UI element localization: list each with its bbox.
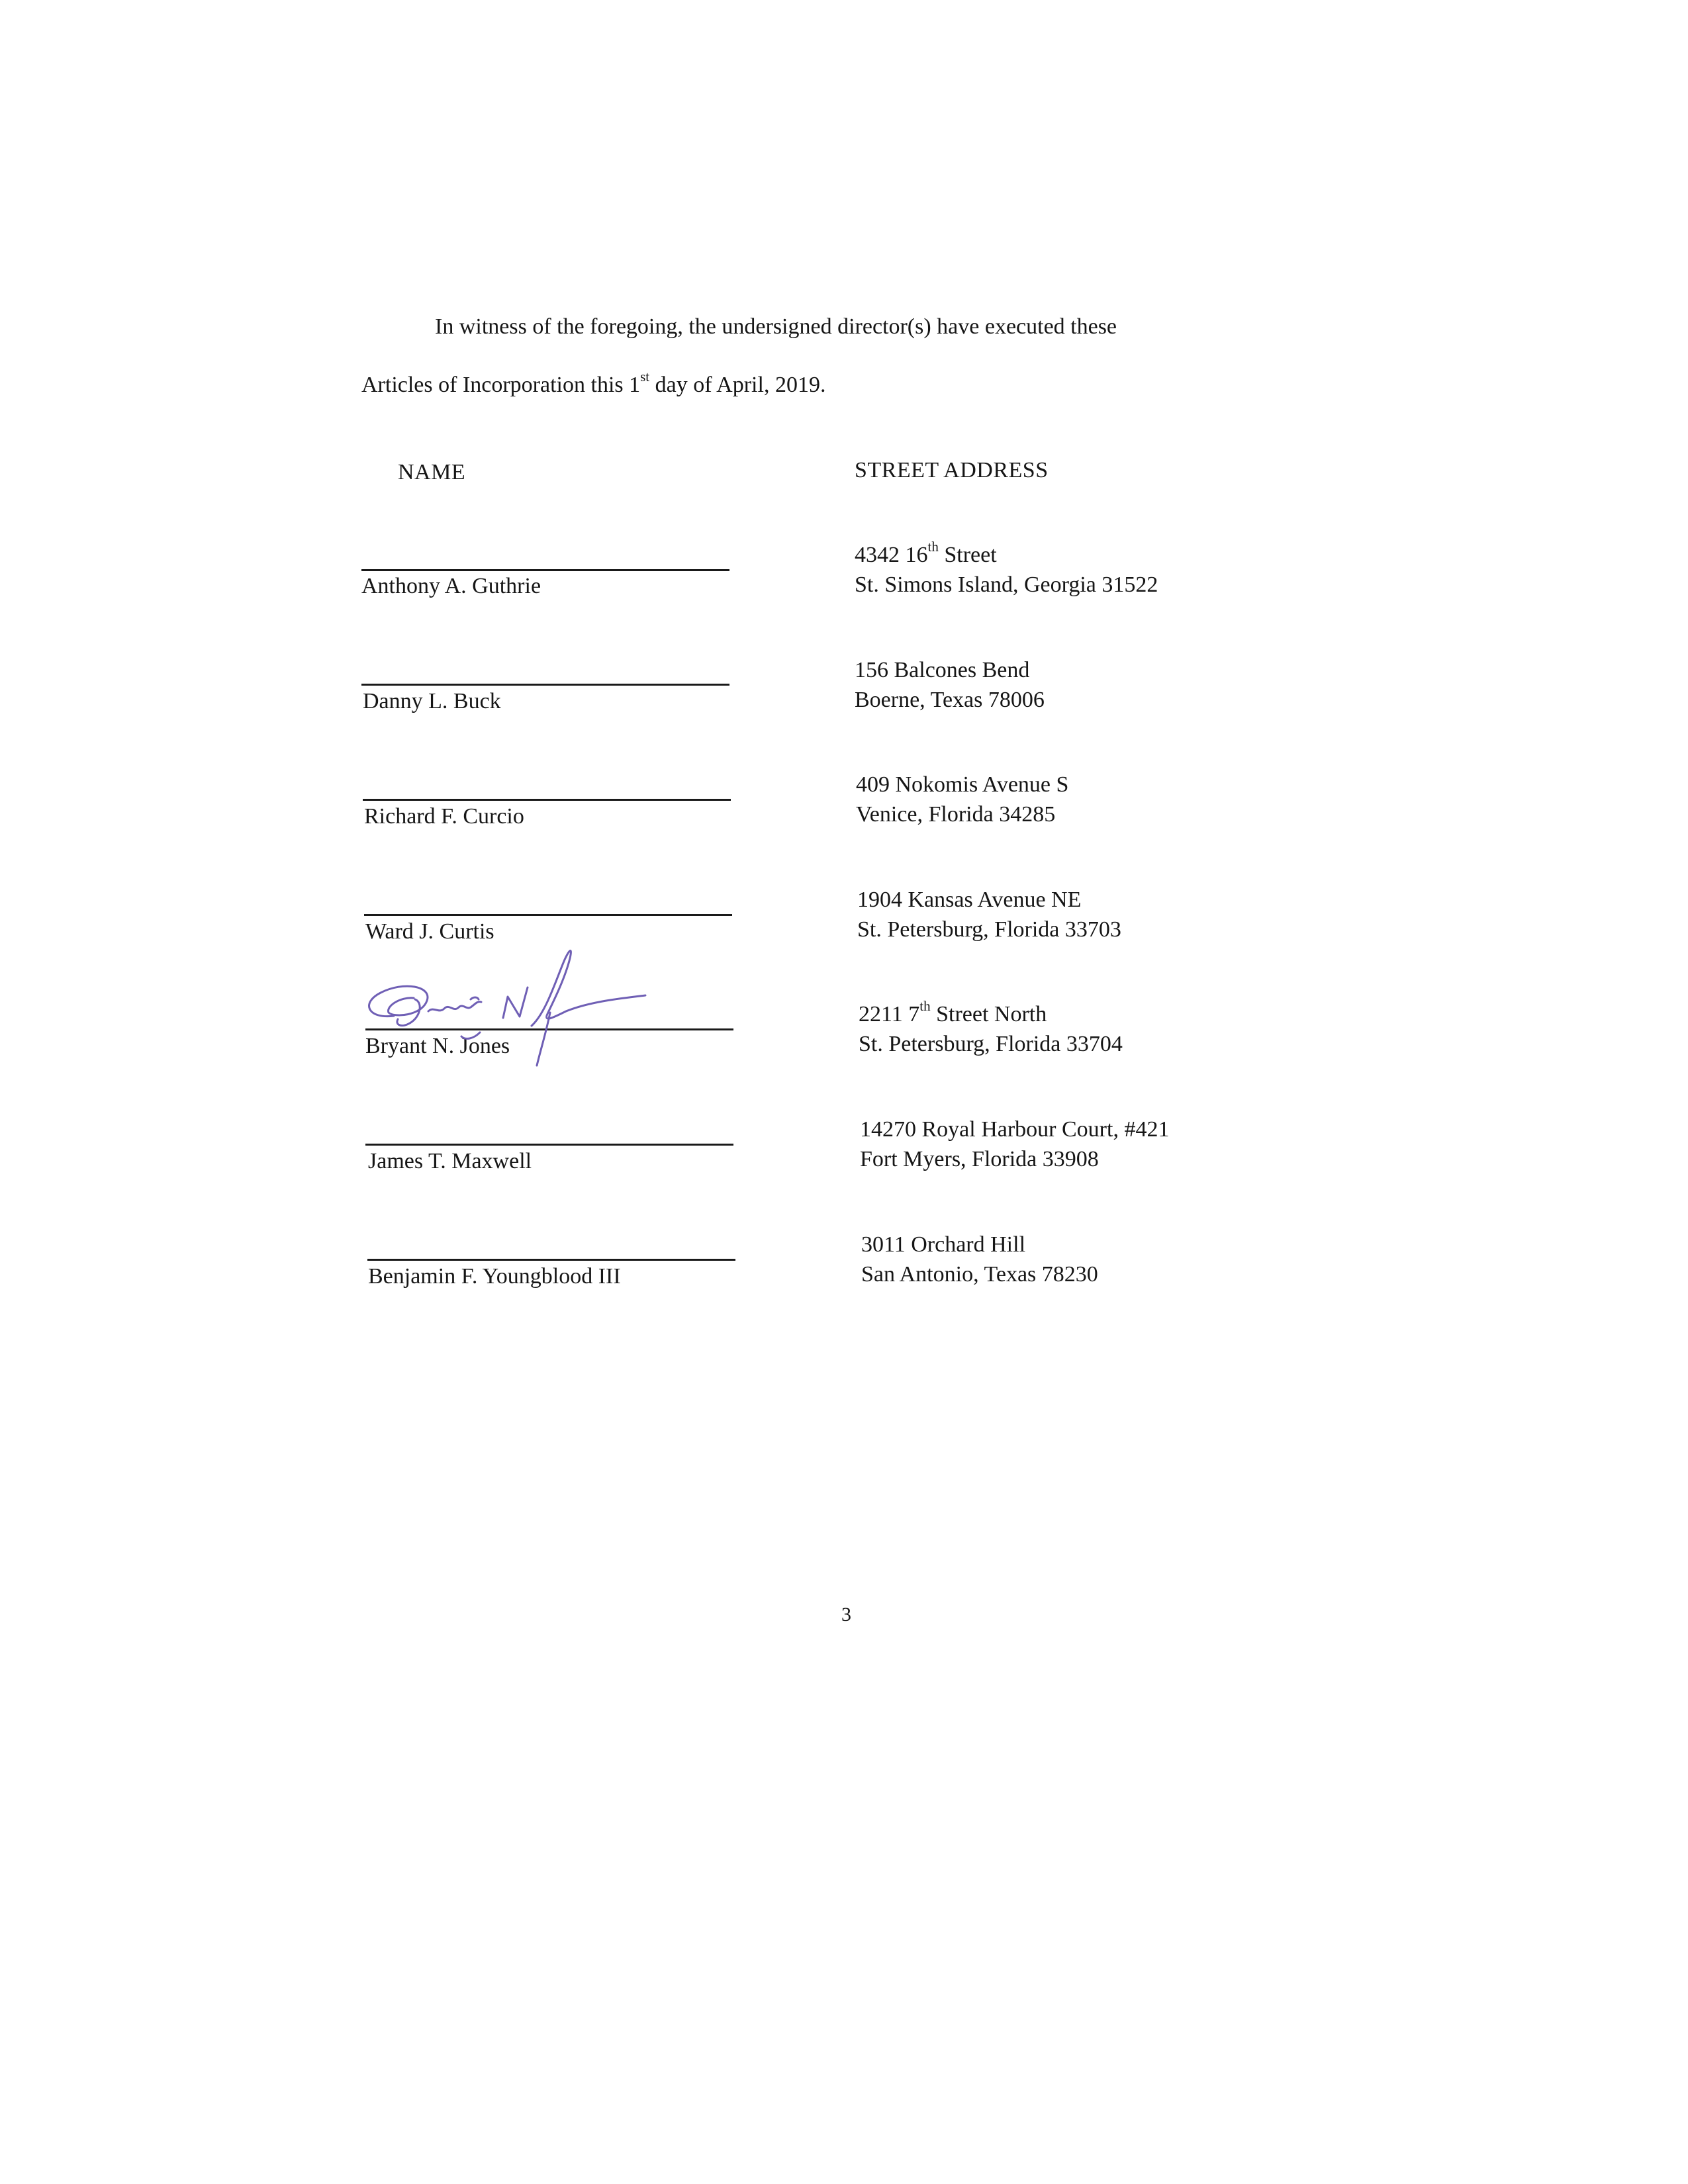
signature-line [365, 1144, 733, 1146]
director-address: 14270 Royal Harbour Court, #421 Fort Myers, Florida 33908 [860, 1117, 1170, 1171]
director-address: 409 Nokomis Avenue S Venice, Florida 34285 [856, 772, 1069, 827]
intro-line-1: In witness of the foregoing, the undersigned director(s) have executed these [435, 314, 1117, 339]
director-name: Danny L. Buck [363, 689, 501, 713]
director-address: 3011 Orchard Hill San Antonio, Texas 78230 [861, 1232, 1098, 1287]
director-address: 4342 16th Street St. Simons Island, Georgia 31522 [855, 538, 1158, 597]
address-column-header: STREET ADDRESS [855, 458, 1049, 482]
page-number: 3 [841, 1604, 851, 1625]
intro-line-2: Articles of Incorporation this 1st day of April, 2019. [361, 368, 826, 397]
director-name: Richard F. Curcio [364, 804, 524, 829]
signature-line [367, 1259, 735, 1261]
director-name: Ward J. Curtis [365, 919, 494, 944]
director-address: 2211 7th Street North St. Petersburg, Florida 33704 [859, 997, 1123, 1056]
handwritten-signature [354, 940, 725, 1072]
signature-line [361, 569, 729, 571]
director-address: 1904 Kansas Avenue NE St. Petersburg, Florida 33703 [857, 887, 1121, 942]
director-address: 156 Balcones Bend Boerne, Texas 78006 [855, 658, 1045, 712]
director-name: Anthony A. Guthrie [361, 574, 541, 598]
signature-line [361, 684, 729, 686]
director-name: Bryant N. Jones [365, 1034, 510, 1058]
signature-line [364, 914, 732, 916]
name-column-header: NAME [398, 460, 466, 484]
signature-line [363, 799, 731, 801]
director-name: James T. Maxwell [368, 1149, 532, 1173]
director-name: Benjamin F. Youngblood III [368, 1264, 621, 1289]
